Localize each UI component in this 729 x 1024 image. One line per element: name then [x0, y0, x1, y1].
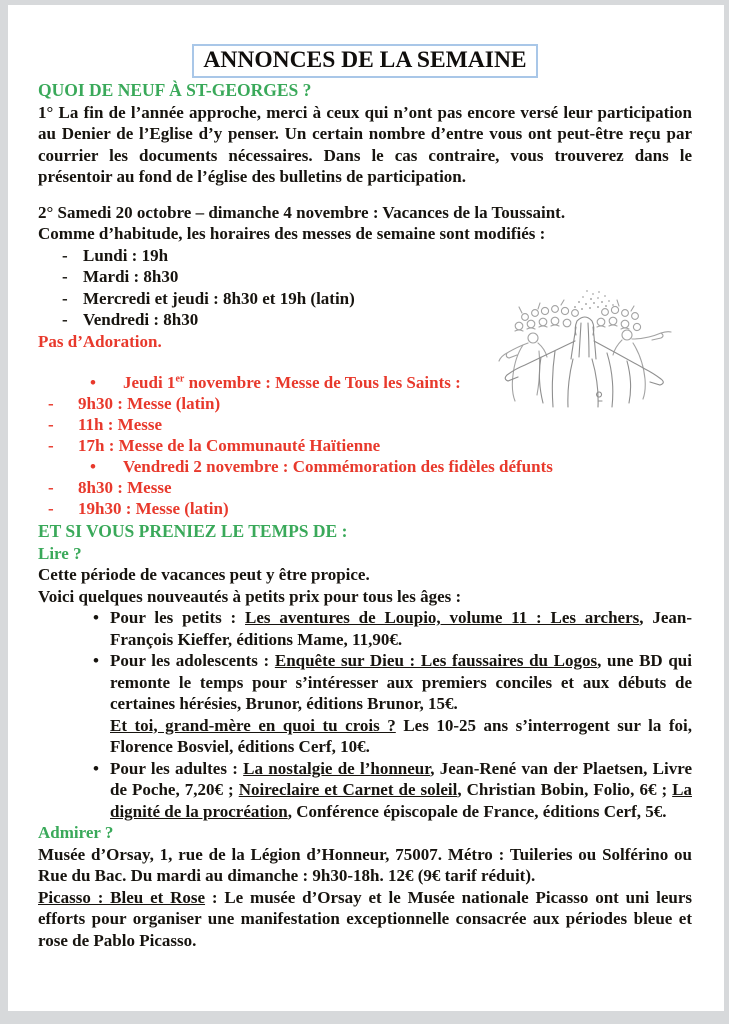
book-title-underlined: La nostalgie de l’honneur — [243, 758, 431, 778]
mass-day-defunts: • Vendredi 2 novembre : Commémoration des fidèles défunts — [38, 456, 692, 477]
mass-item: - 11h : Messe — [38, 414, 692, 435]
bulletin-content — [38, 44, 692, 951]
book-title-underlined: Noireclaire et Carnet de soleil — [238, 780, 458, 799]
mass-item: - 19h30 : Messe (latin) — [38, 498, 692, 519]
title-row — [38, 44, 692, 78]
schedule-item-mardi: - Mardi : 8h30 — [38, 266, 692, 288]
weekday-schedule-list — [38, 245, 692, 331]
book-item-adolescents: • Pour les adolescents : Enquête sur Dieu : Les faussaires du Logos, une BD qui remonte le temps pour s’intéresser aux premiers conciles et aux débuts de certaines hérésies, Brunor, éditions Brunor, 15€. — [38, 650, 692, 715]
ordinal-superscript: er — [175, 373, 185, 385]
horaires-intro: Comme d’habitude, les horaires des messes de semaine sont modifiés : — [38, 224, 546, 243]
book-title-underlined: Enquête sur Dieu : Les faussaires du Logos — [274, 651, 598, 670]
book-item-petits: • Pour les petits : Les aventures de Loupio, volume 11 : Les archers, Jean-François Kieffer, éditions Mame, 11,90€. — [38, 607, 692, 650]
book-recommendations-list — [38, 607, 692, 822]
mass-item: - 17h : Messe de la Communauté Haïtienne — [38, 435, 692, 456]
picasso-exhibition-paragraph: Picasso : Bleu et Rose : Le musée d’Orsay et le Musée nationale Picasso ont uni leurs efforts pour organiser une manifestation exceptionnelle consacrée aux périodes bleue et rose de Pablo Picasso. — [38, 887, 692, 950]
exhibition-title-underlined: Picasso : Bleu et Rose — [38, 887, 206, 907]
book-item-adultes: • Pour les adultes : La nostalgie de l’honneur, Jean-René van der Plaetsen, Livre de Poche, 7,20€ ; Noireclaire et Carnet de soleil, Christian Bobin, Folio, 6€ ; La dignité de la procréation, Conférence épiscopale de France, éditions Cerf, 5€. — [38, 758, 692, 823]
lire-intro-2: Voici quelques nouveautés à petits prix pour tous les âges : — [38, 586, 462, 606]
no-adoration-note: Pas d’Adoration. — [38, 331, 162, 351]
book-title-underlined: La dignité de la procréation — [110, 780, 692, 821]
book-title-underlined: Et toi, grand-mère en quoi tu crois ? — [110, 715, 396, 735]
section-heading-quoi-de-neuf: QUOI DE NEUF À ST-GEORGES ? — [38, 80, 312, 100]
paragraph-denier-eglise: 1° La fin de l’année approche, merci à ceux qui n’ont pas encore versé leur participation au Denier de l’Eglise d’y penser. Un certain nombre d’entre vous ont peut-être reçu par courrier les documents nécessaires. Dans le cas contraire, vous trouverez dans le présentoir au fond de l’église des bulletins de participation. — [38, 102, 692, 186]
document-page — [8, 5, 724, 1011]
book-item-grand-mere: Et toi, grand-mère en quoi tu crois ? Les 10-25 ans s’interrogent sur la foi, Florence Bosviel, éditions Cerf, 10€. — [110, 715, 692, 756]
schedule-item-vendredi: - Vendredi : 8h30 — [38, 309, 692, 331]
schedule-item-mercredi-jeudi: - Mercredi et jeudi : 8h30 et 19h (latin) — [38, 288, 692, 310]
mass-item: - 9h30 : Messe (latin) — [38, 393, 692, 414]
subheading-lire: Lire ? — [38, 543, 82, 563]
section-heading-temps-de: ET SI VOUS PRENIEZ LE TEMPS DE : — [38, 521, 348, 541]
musee-orsay-info: Musée d’Orsay, 1, rue de la Légion d’Honneur, 75007. Métro : Tuileries ou Solférino ou Rue du Bac. Du mardi au dimanche : 9h30-18h. 12€ (9€ tarif réduit). — [38, 844, 692, 885]
toussaint-masses-list — [38, 372, 692, 519]
mass-item: - 8h30 : Messe — [38, 477, 692, 498]
lire-intro-1: Cette période de vacances peut y être propice. — [38, 565, 370, 584]
mass-day-toussaint: • Jeudi 1er novembre : Messe de Tous les Saints : — [38, 372, 692, 393]
page-title: ANNONCES DE LA SEMAINE — [192, 44, 537, 78]
book-title-underlined: Les aventures de Loupio, volume 11 : Les archers — [245, 608, 640, 627]
vacances-toussaint-heading: 2° Samedi 20 octobre – dimanche 4 novembre : Vacances de la Toussaint. — [38, 202, 566, 222]
subheading-admirer: Admirer ? — [38, 823, 114, 842]
schedule-item-lundi: - Lundi : 19h — [38, 245, 692, 267]
